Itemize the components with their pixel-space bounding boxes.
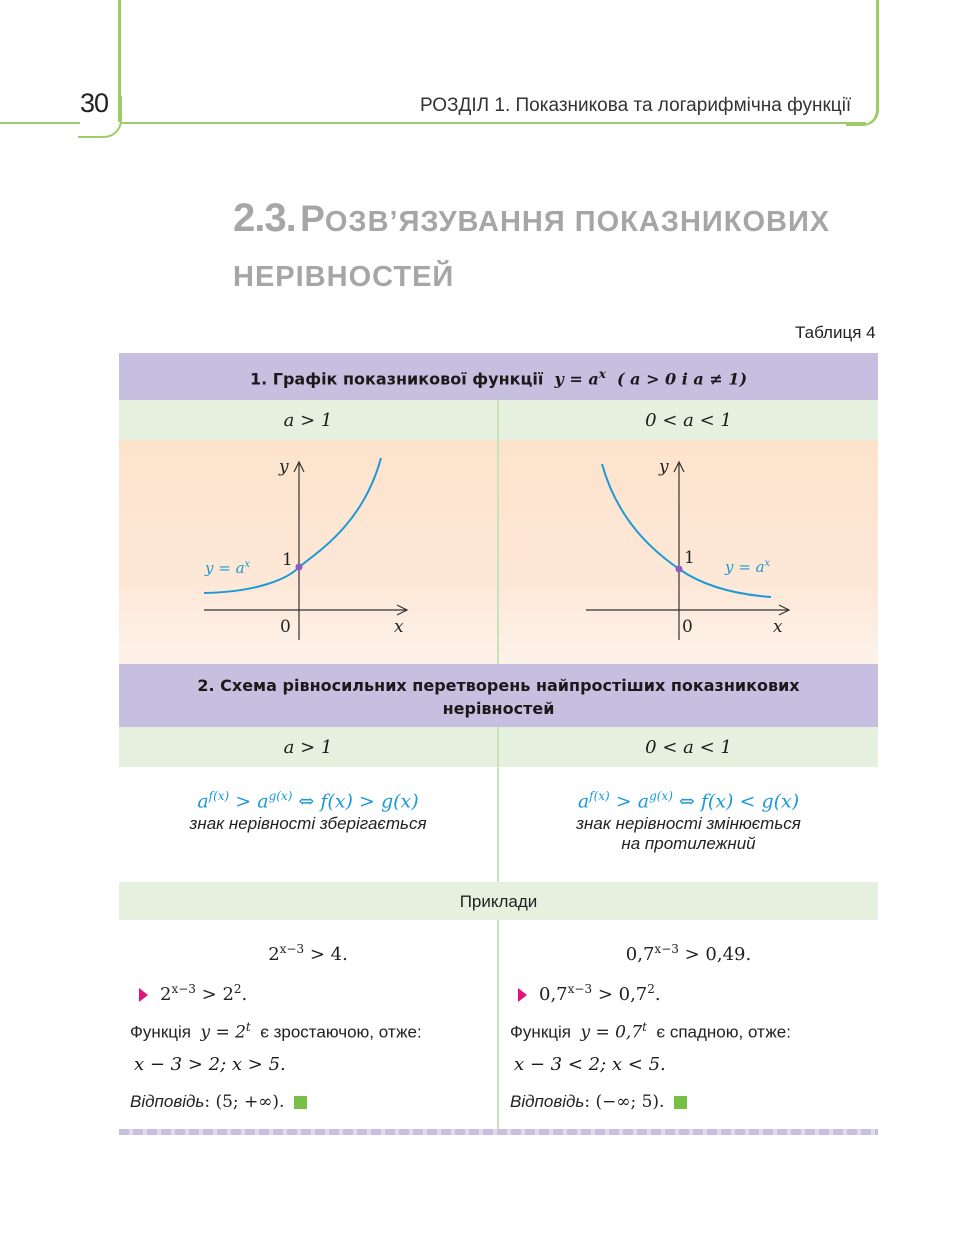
left-graph (204, 457, 407, 640)
left-one-label: 1 (282, 550, 293, 570)
right-curve (602, 464, 771, 597)
end-square-icon (294, 1096, 307, 1109)
right-origin-label: 0 (682, 617, 693, 637)
section-title (233, 193, 873, 302)
left-example-answer: Відповідь: (5; +∞). (130, 1092, 307, 1112)
table-label: Таблиця 4 (795, 323, 876, 342)
right-rule-note-1: знак нерівності змінюється (576, 814, 801, 834)
table-bottom-border (119, 1129, 878, 1135)
right-point (676, 566, 683, 573)
section1-heading-condition: ( a > 0 і a ≠ 1) (616, 369, 748, 389)
page-number: 30 (80, 88, 109, 118)
right-example-answer: Відповідь: (−∞; 5). (510, 1092, 687, 1112)
left-x-label: x (394, 617, 404, 637)
left-rule-formula: $a^{f(x)} > a^{g(x)}$ ⇔ f(x) > g(x) (197, 789, 419, 813)
right-x-label: x (773, 617, 783, 637)
end-square-icon (674, 1096, 687, 1109)
examples-heading (119, 882, 878, 920)
left-example-function: Функція $y = 2^t$ є зростаючою, отже: (130, 1020, 422, 1043)
column-divider (497, 400, 499, 664)
column-divider (497, 920, 499, 1129)
title-line1: ОЗВ’ЯЗУВАННЯ ПОКАЗНИКОВИХ (324, 206, 831, 238)
section1-heading-exp: x (598, 367, 606, 381)
column-divider (497, 727, 499, 882)
condition2-a-gt-1: a > 1 (283, 737, 333, 758)
left-example-task: $2^{x-3} > 4$. (268, 942, 348, 965)
right-rule-note-2: на протилежний (621, 834, 756, 854)
step-marker-icon (518, 988, 527, 1002)
condition-a-between: 0 < a < 1 (645, 410, 732, 431)
left-origin-label: 0 (280, 617, 291, 637)
left-curve-label: $y = a^x$ (205, 559, 251, 577)
left-rule-note: знак нерівності зберігається (189, 814, 427, 834)
left-point (296, 564, 303, 571)
right-one-label: 1 (684, 548, 695, 568)
title-initial: Р (300, 198, 325, 239)
right-y-label: y (659, 457, 669, 477)
header-rule-left (0, 122, 80, 124)
title-line2: НЕРІВНОСТЕЙ (233, 261, 455, 293)
section2-heading (119, 664, 878, 727)
condition2-a-between: 0 < a < 1 (645, 737, 732, 758)
examples-heading-text: Приклади (459, 892, 538, 911)
right-rule-formula: $a^{f(x)} > a^{g(x)}$ ⇔ f(x) < g(x) (577, 789, 800, 813)
left-example-solution: x − 3 > 2; x > 5. (134, 1054, 286, 1075)
header-rule (120, 122, 866, 124)
right-example-step: $0,7^{x-3} > 0,7^2$. (518, 982, 661, 1005)
right-example-function: Функція $y = 0,7^t$ є спадною, отже: (510, 1020, 791, 1043)
section1-heading (119, 353, 878, 400)
running-head: РОЗДІЛ 1. Показникова та логарифмічна функції (420, 95, 852, 116)
left-y-label: y (279, 457, 289, 477)
section1-heading-text: 1. Графік показникової функції (249, 369, 544, 389)
right-curve-label: $y = a^x$ (725, 558, 771, 576)
condition-a-gt-1: a > 1 (283, 410, 333, 431)
section-number: 2.3. (233, 196, 296, 240)
right-graph (586, 457, 789, 640)
left-example-step: $2^{x-3} > 2^2$. (139, 982, 247, 1005)
section2-heading-text: 2. Схема рівносильних перетворень найпростіших показникових нерівностей (197, 676, 800, 718)
right-example-solution: x − 3 < 2; x < 5. (514, 1054, 666, 1075)
right-example-task: $0,7^{x-3} > 0,49$. (625, 942, 752, 965)
section1-heading-formula: y = a (554, 369, 599, 389)
step-marker-icon (139, 988, 148, 1002)
